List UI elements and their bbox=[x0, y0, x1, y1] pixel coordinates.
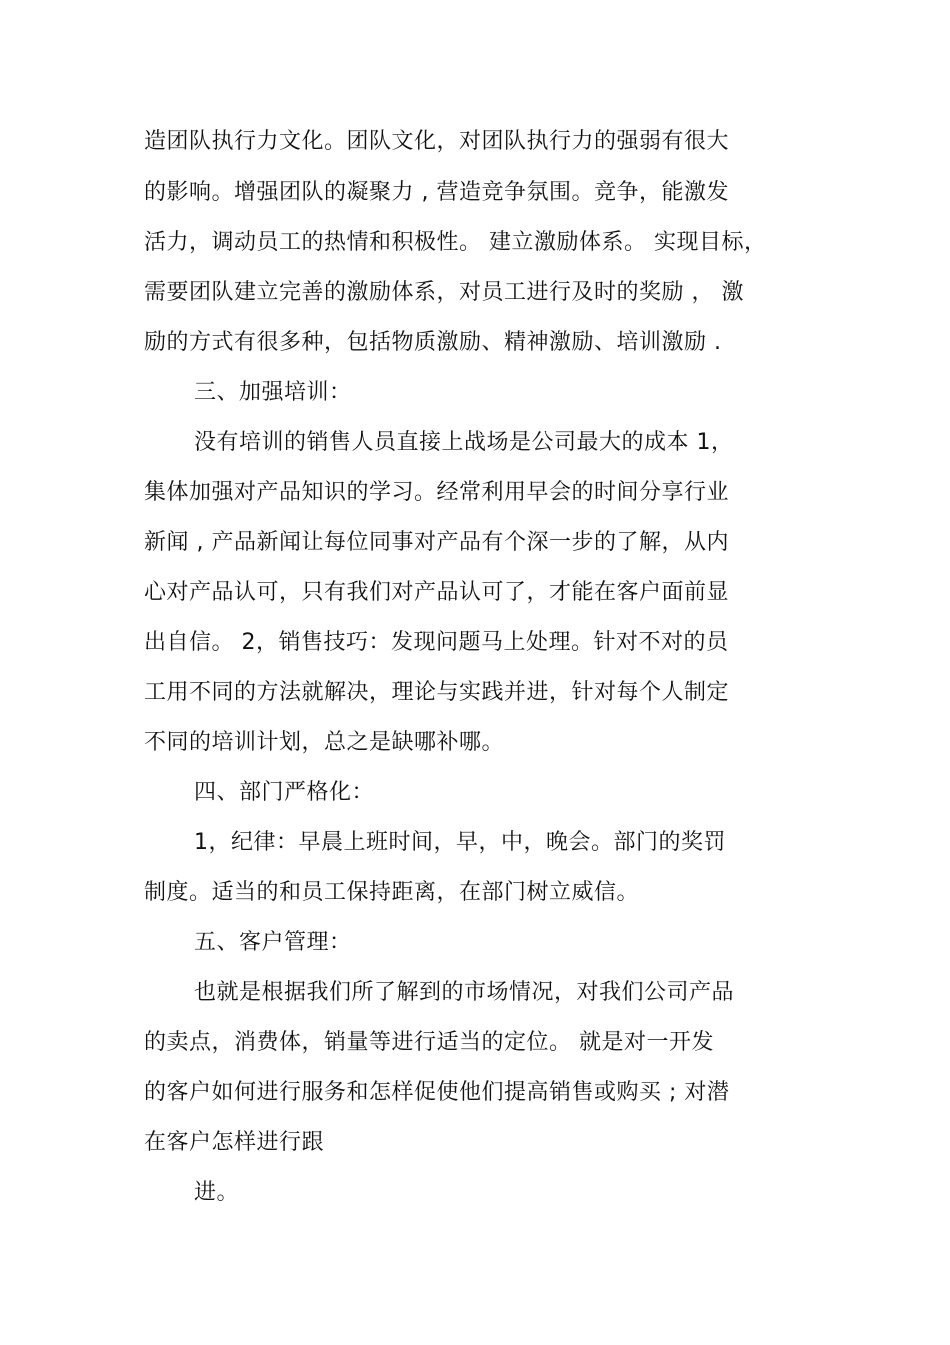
section-heading: 四、部门严格化： bbox=[194, 780, 375, 805]
text-line: 没有培训的销售人员直接上战场是公司最大的成本 1， bbox=[194, 430, 734, 455]
text-line: 不同的培训计划，总之是缺哪补哪。 bbox=[144, 730, 505, 755]
text-line: 工用不同的方法就解决，理论与实践并进，针对每个人制定 bbox=[144, 680, 730, 705]
text-line: 新闻 , 产品新闻让每位同事对产品有个深一步的了解，从内 bbox=[144, 530, 729, 555]
text-line: 活力，调动员工的热情和积极性。 建立激励体系。 实现目标， bbox=[144, 230, 767, 255]
text-line: 1，纪律：早晨上班时间，早，中，晚会。部门的奖罚 bbox=[194, 830, 726, 855]
text-line: 的客户如何进行服务和怎样促使他们提高销售或购买 ; 对潜 bbox=[144, 1080, 730, 1105]
text-line: 在客户怎样进行跟 bbox=[144, 1130, 325, 1155]
text-line: 也就是根据我们所了解到的市场情况，对我们公司产品 bbox=[194, 980, 735, 1005]
text-line: 制度。适当的和员工保持距离，在部门树立威信。 bbox=[144, 880, 640, 905]
section-heading: 三、加强培训： bbox=[194, 380, 352, 405]
text-line: 需要团队建立完善的激励体系，对员工进行及时的奖励 ， 激 bbox=[144, 280, 744, 305]
text-line: 的卖点，消费体，销量等进行适当的定位。 就是对一开发 bbox=[144, 1030, 714, 1055]
text-line: 造团队执行力文化。团队文化，对团队执行力的强弱有很大 bbox=[144, 129, 730, 154]
text-line: 进。 bbox=[194, 1180, 240, 1205]
text-line: 的影响。增强团队的凝聚力 , 营造竞争氛围。竞争，能激发 bbox=[144, 180, 729, 205]
text-line: 出自信。 2，销售技巧：发现问题马上处理。针对不对的员 bbox=[144, 630, 729, 655]
text-line: 励的方式有很多种，包括物质激励、精神激励、培训激励 . bbox=[144, 330, 722, 355]
text-line: 心对产品认可，只有我们对产品认可了，才能在客户面前显 bbox=[144, 580, 730, 605]
text-line: 集体加强对产品知识的学习。经常利用早会的时间分享行业 bbox=[144, 480, 730, 505]
section-heading: 五、客户管理： bbox=[194, 930, 352, 955]
